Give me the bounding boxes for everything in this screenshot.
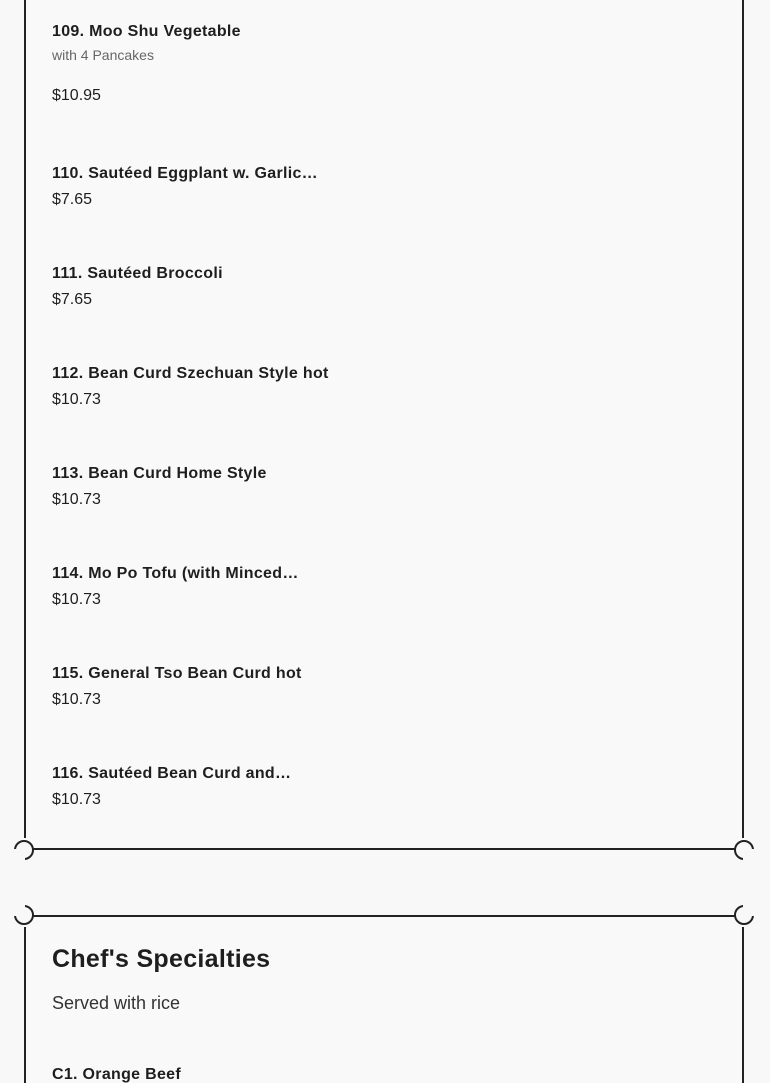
menu-item-price: $10.73 bbox=[52, 691, 101, 708]
menu-item-name: 116. Sautéed Bean Curd and… bbox=[52, 765, 292, 782]
menu-item-name: 110. Sautéed Eggplant w. Garlic… bbox=[52, 165, 318, 182]
menu-item-description: with 4 Pancakes bbox=[52, 47, 154, 63]
menu-item-price: $10.73 bbox=[52, 491, 101, 508]
menu-item-price: $10.73 bbox=[52, 791, 101, 808]
menu-item-price: $7.65 bbox=[52, 191, 93, 208]
menu-item-price: $10.95 bbox=[52, 87, 101, 104]
menu-item-name: 111. Sautéed Broccoli bbox=[52, 265, 223, 282]
section-title: Chef's Specialties bbox=[52, 945, 271, 973]
corner-mask bbox=[743, 903, 756, 916]
section-subtitle: Served with rice bbox=[52, 993, 181, 1013]
menu-item[interactable] bbox=[52, 564, 712, 610]
menu-item-name: 115. General Tso Bean Curd hot bbox=[52, 665, 302, 682]
menu-item[interactable] bbox=[52, 22, 712, 106]
menu-item[interactable] bbox=[52, 664, 712, 710]
menu-item[interactable] bbox=[52, 764, 712, 810]
menu-item[interactable] bbox=[52, 464, 712, 510]
menu-item-name: 109. Moo Shu Vegetable bbox=[52, 23, 241, 40]
corner-mask bbox=[12, 903, 25, 916]
menu-item[interactable] bbox=[52, 1065, 712, 1083]
menu-section-card-chefs-specialties bbox=[24, 915, 744, 1083]
menu-item[interactable] bbox=[52, 364, 712, 410]
menu-item[interactable] bbox=[52, 164, 712, 210]
corner-mask bbox=[12, 849, 25, 862]
menu-item-price: $10.73 bbox=[52, 391, 101, 408]
corner-mask bbox=[743, 849, 756, 862]
menu-item-name: 114. Mo Po Tofu (with Minced… bbox=[52, 565, 299, 582]
menu-section-card-vegetables bbox=[24, 0, 744, 850]
menu-item-name: 112. Bean Curd Szechuan Style hot bbox=[52, 365, 329, 382]
menu-item[interactable] bbox=[52, 264, 712, 310]
menu-item-name: C1. Orange Beef bbox=[52, 1066, 181, 1083]
menu-item-price: $7.65 bbox=[52, 291, 93, 308]
menu-item-name: 113. Bean Curd Home Style bbox=[52, 465, 267, 482]
menu-item-price: $10.73 bbox=[52, 591, 101, 608]
